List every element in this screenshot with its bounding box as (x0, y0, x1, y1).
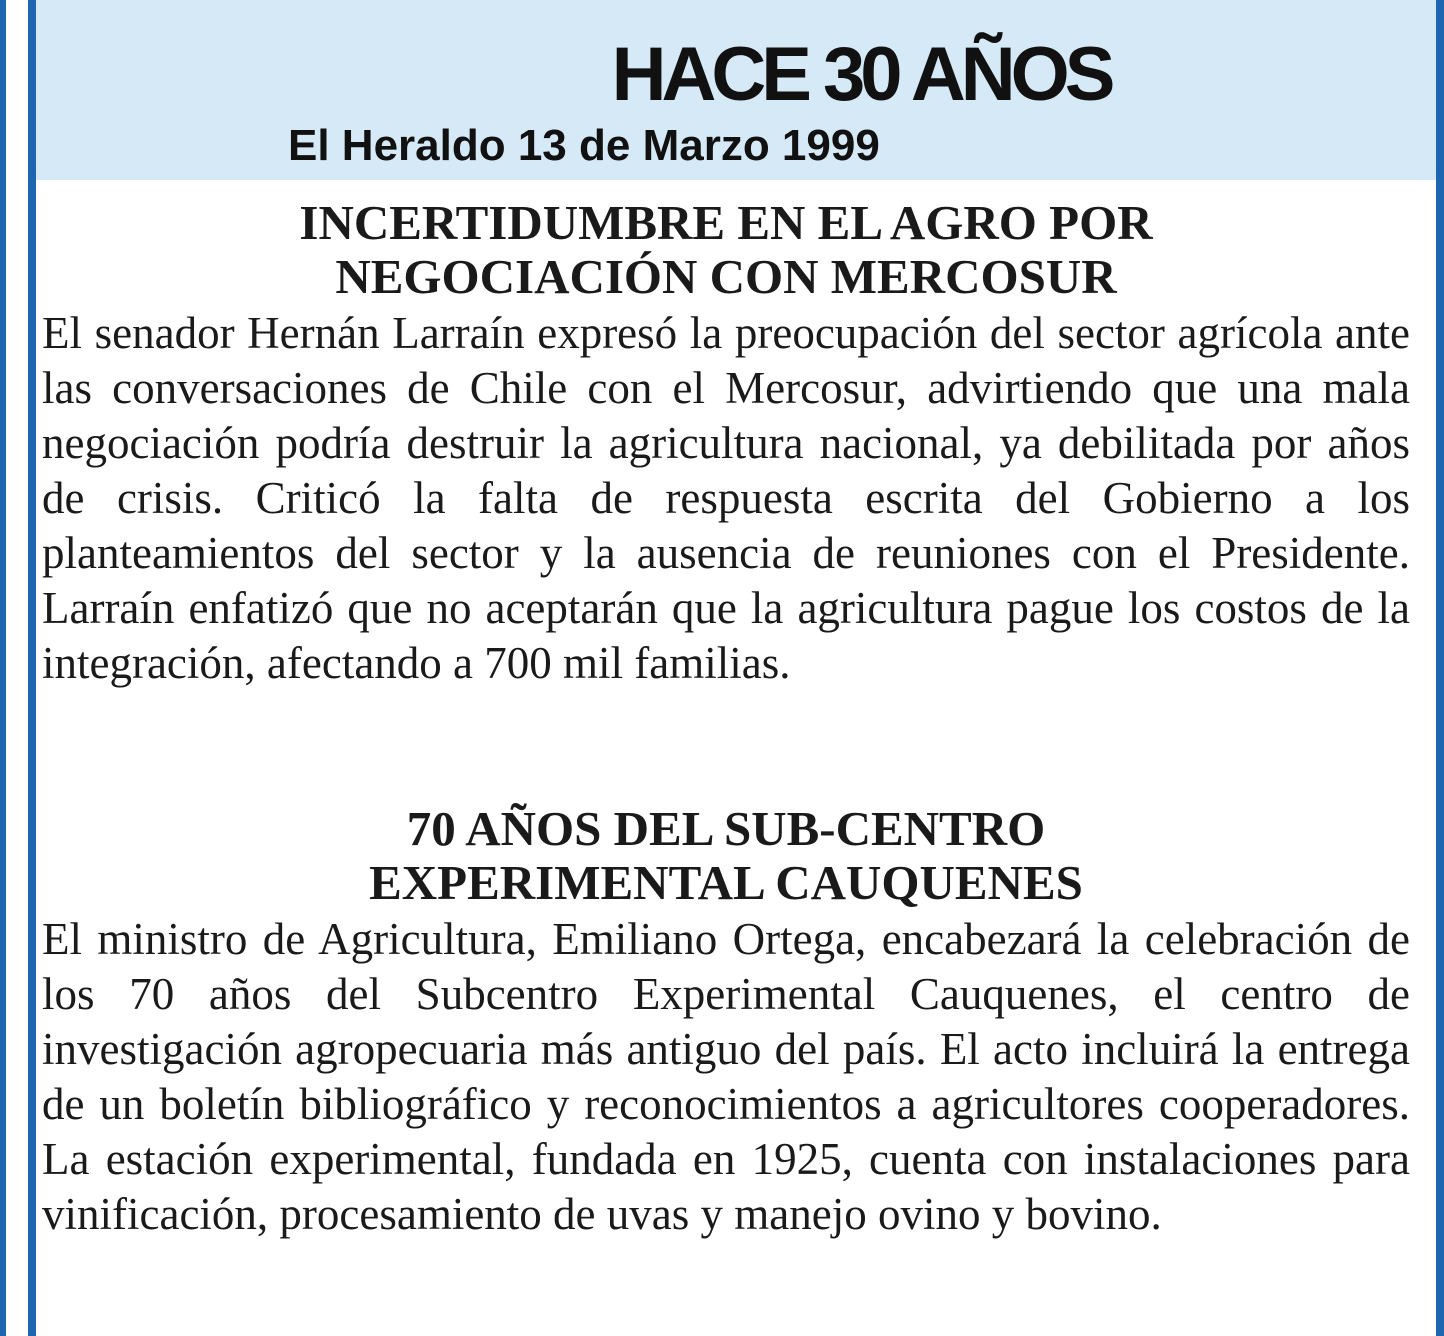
headline-line: 70 AÑOS DEL SUB-CENTRO (406, 801, 1046, 856)
source-date: El Heraldo 13 de Marzo 1999 (288, 121, 880, 170)
article-body: El senador Hernán Larraín expresó la preocupación del sector agrícola ante las conversaciones de Chile con el Mercosur, advirtiendo que una mala negociación podría destruir la agricultura nacional, ya debilitada por años de crisis. Criticó la falta de respuesta escrita del Gobierno a los planteamientos del sector y la ausencia de reuniones con el Presidente. Larraín enfatizó que no aceptarán que la agricultura pague los costos de la integración, afectando a 700 mil familias. (42, 308, 1410, 688)
article-cauquenes (42, 802, 1410, 1242)
left-column-rule (28, 0, 36, 1336)
article-mercosur (42, 196, 1410, 691)
left-border-rule (0, 0, 6, 1336)
article-headline (42, 802, 1410, 910)
article-headline (42, 196, 1410, 304)
headline-line: NEGOCIACIÓN CON MERCOSUR (335, 249, 1117, 304)
headline-line: EXPERIMENTAL CAUQUENES (369, 855, 1083, 910)
headline-line: INCERTIDUMBRE EN EL AGRO POR (299, 195, 1153, 250)
section-header (36, 0, 1436, 180)
section-kicker: HACE 30 AÑOS (611, 32, 1111, 117)
right-border-rule (1436, 0, 1444, 1336)
article-body: El ministro de Agricultura, Emiliano Ortega, encabezará la celebración de los 70 años del Subcentro Experimental Cauquenes, el centro de investigación agropecuaria más antiguo del país. El acto incluirá la entrega de un boletín bibliográfico y reconocimientos a agricultores cooperadores. La estación experimental, fundada en 1925, cuenta con instalaciones para vinificación, procesamiento de uvas y manejo ovino y bovino. (42, 914, 1410, 1239)
